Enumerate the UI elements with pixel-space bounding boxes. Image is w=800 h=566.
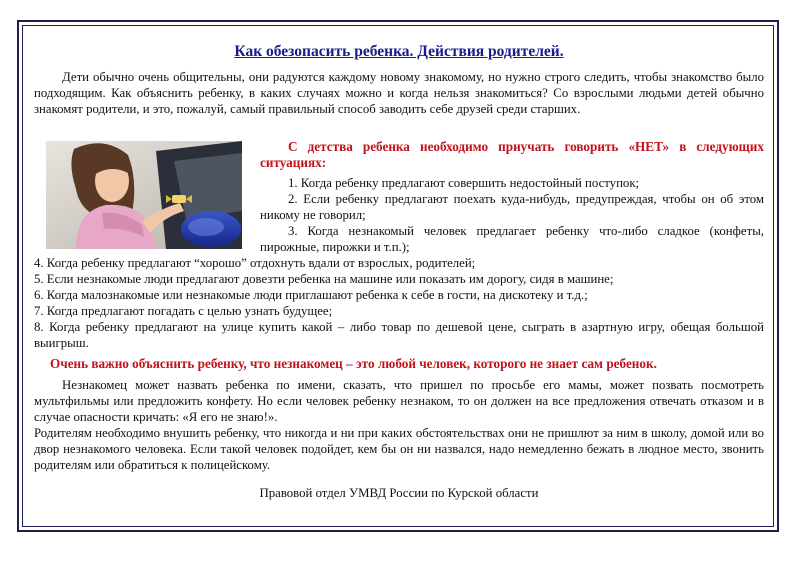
list-item: 7. Когда предлагают погадать с целью узнать будущее; — [34, 304, 333, 318]
stranger-paragraph: Незнакомец может назвать ребенка по имени, сказать, что пришел по просьбе его мамы, может позвать посмотреть мультфильмы или предложить конфету. Но если человек ребенку незнаком, то он должен на все предложения отвечать отказом и в случае опасности кричать: «Я его не знаю!». — [34, 378, 764, 424]
footer-signature: Правовой отдел УМВД России по Курской области — [259, 486, 539, 500]
important-note: Очень важно объяснить ребенку, что незнакомец – это любой человек, которого не знает сам ребенок. — [50, 356, 657, 371]
list-item: 8. Когда ребенку предлагают на улице купить какой – либо товар по дешевой цене, сыграть в азартную игру, обещая большой выигрыш. — [34, 320, 764, 350]
list-item: 6. Когда малознакомые или незнакомые люди приглашают ребенка к себе в гости, на дискотеку и т.д.; — [34, 288, 588, 302]
parents-paragraph: Родителям необходимо внушить ребенку, что никогда и ни при каких обстоятельствах они не пришлют за ним в школу, домой или во двор незнакомого человека. Если такой человек подойдет, кем бы он ни назвался, надо немедленно бежать в людное место, звонить родителям или обратиться к полицейскому. — [34, 426, 764, 472]
no-situations-heading: С детства ребенка необходимо приучать говорить «НЕТ» в следующих ситуациях: — [260, 139, 764, 170]
list-item: 2. Если ребенку предлагают поехать куда-нибудь, предупреждая, чтобы он об этом никому не говорил; — [260, 192, 764, 222]
intro-paragraph: Дети обычно очень общительны, они радуются каждому новому знакомому, но нужно строго следить, чтобы знакомство было подходящим. Как объяснить ребенку, в каких случаях можно и когда нельзя знакомиться? Со взрослыми людьми детей обычно знакомят родители, и это, пожалуй, самый правильный способ заводить себе друзей среди старших. — [34, 70, 764, 116]
page-title: Как обезопасить ребенка. Действия родителей. — [234, 43, 564, 60]
photo-illustration — [46, 141, 242, 249]
list-item: 1. Когда ребенку предлагают совершить недостойный поступок; — [288, 176, 640, 190]
list-item: 3. Когда незнакомый человек предлагает ребенку что-либо сладкое (конфеты, пирожные, пирожки и т.п.); — [260, 224, 764, 254]
list-item: 5. Если незнакомые люди предлагают довезти ребенка на машине или показать им дорогу, сидя в машине; — [34, 272, 614, 286]
list-item: 4. Когда ребенку предлагают “хорошо” отдохнуть вдали от взрослых, родителей; — [34, 256, 476, 270]
girl-at-car-photo — [46, 141, 242, 249]
document-body — [34, 44, 764, 514]
